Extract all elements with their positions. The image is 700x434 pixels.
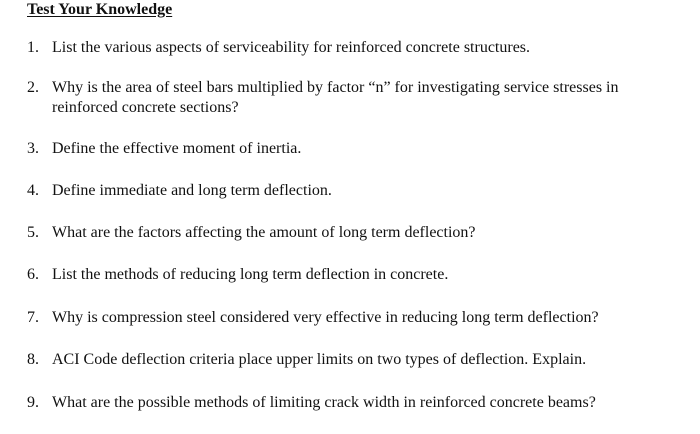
question-text: Why is compression steel considered very effective in reducing long term deflection? (52, 309, 599, 326)
question-item (27, 223, 677, 243)
question-item (27, 308, 677, 328)
question-item (27, 78, 677, 118)
question-text: Define the effective moment of inertia. (52, 140, 302, 157)
question-number: 5. (27, 224, 39, 241)
question-number: 9. (27, 394, 39, 411)
question-number: 2. (27, 79, 39, 96)
question-item (27, 38, 677, 58)
question-text: Define immediate and long term deflection. (52, 182, 332, 199)
page-heading: Test Your Knowledge (27, 1, 173, 18)
question-text: List the methods of reducing long term deflection in concrete. (52, 266, 449, 283)
question-number: 1. (27, 39, 39, 56)
question-item (27, 265, 677, 285)
question-number: 8. (27, 351, 39, 368)
question-number: 7. (27, 309, 39, 326)
question-item (27, 393, 677, 413)
question-text: Why is the area of steel bars multiplied by factor “n” for investigating service stresses in reinforced concrete sections? (52, 79, 619, 116)
question-number: 4. (27, 182, 39, 199)
question-text: ACI Code deflection criteria place upper limits on two types of deflection. Explain. (52, 351, 587, 368)
question-number: 3. (27, 140, 39, 157)
question-number: 6. (27, 266, 39, 283)
question-text: What are the possible methods of limiting crack width in reinforced concrete beams? (52, 394, 596, 411)
question-item (27, 350, 677, 370)
question-item (27, 181, 677, 201)
question-text: What are the factors affecting the amount of long term deflection? (52, 224, 476, 241)
question-item (27, 139, 677, 159)
question-text: List the various aspects of serviceability for reinforced concrete structures. (52, 39, 531, 56)
